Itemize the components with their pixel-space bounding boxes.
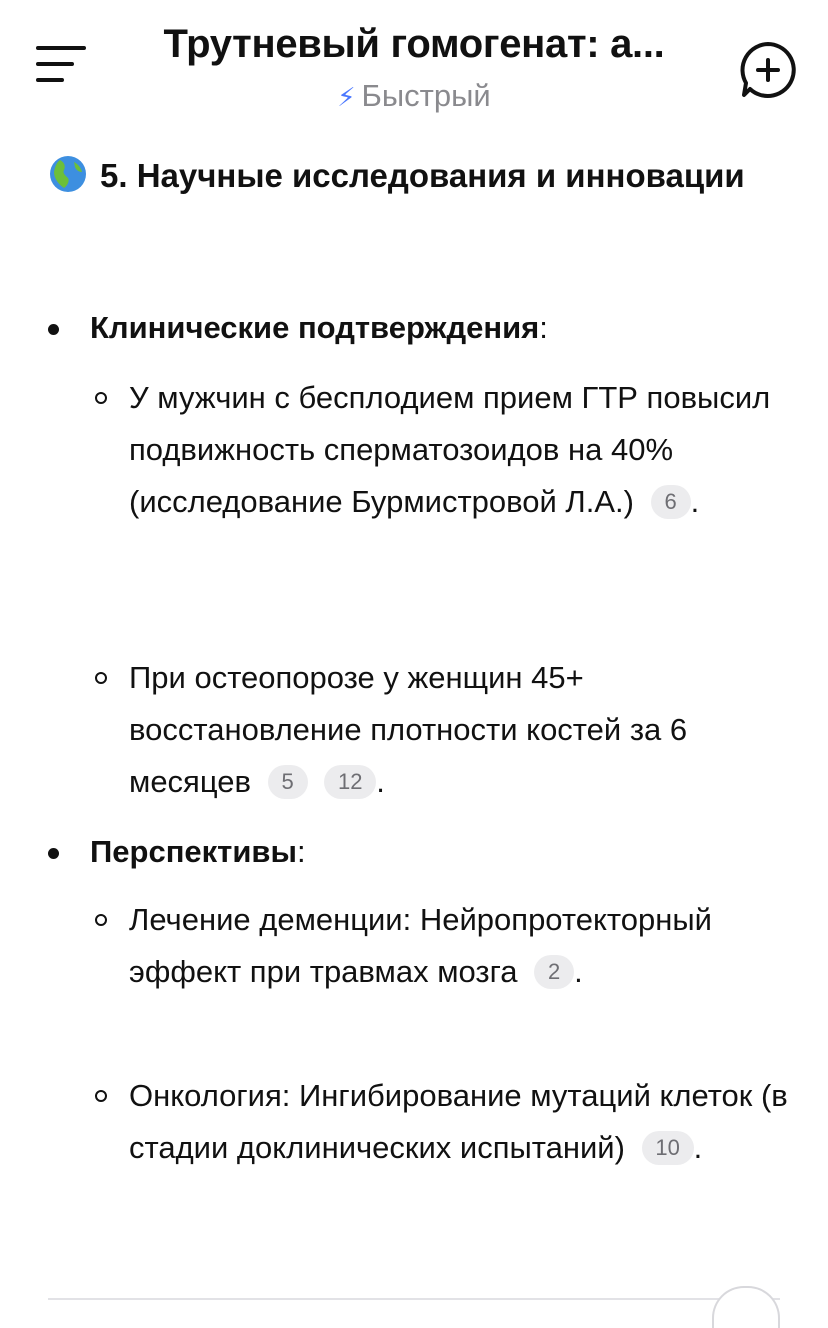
bullet-suffix: : xyxy=(539,310,548,345)
message-content xyxy=(48,150,808,202)
bullet-label: Клинические подтверждения xyxy=(90,310,540,345)
sub-bullet-ring xyxy=(95,1090,107,1102)
sub-bullet-text: При остеопорозе у женщин 45+ восстановление плотности костей за 6 месяцев xyxy=(129,660,688,799)
scroll-down-button[interactable] xyxy=(712,1286,780,1328)
sub-bullet-ring xyxy=(95,914,107,926)
bullet-dot xyxy=(48,324,59,335)
citation-badge[interactable]: 6 xyxy=(651,485,691,519)
section-heading xyxy=(48,150,808,202)
bullet-dot xyxy=(48,848,59,859)
sub-bullet-ring xyxy=(95,672,107,684)
mode-label: Быстрый xyxy=(361,78,491,113)
menu-icon xyxy=(30,40,90,90)
menu-button[interactable] xyxy=(30,40,90,90)
sub-bullet-ring xyxy=(95,392,107,404)
sentence-end: . xyxy=(690,484,700,519)
citation-badge[interactable]: 10 xyxy=(642,1131,694,1165)
globe-emoji-icon xyxy=(48,154,88,194)
sentence-end: . xyxy=(693,1130,703,1165)
citation-badge[interactable]: 5 xyxy=(268,765,308,799)
citation-badge[interactable]: 2 xyxy=(534,955,574,989)
sub-bullet-text: Онкология: Ингибирование мутаций клеток (в стадии доклинических испытаний) xyxy=(129,1078,788,1165)
mode-selector[interactable] xyxy=(214,78,614,114)
bullet-suffix: : xyxy=(296,834,306,869)
sentence-end: . xyxy=(376,764,385,799)
divider xyxy=(48,1298,780,1300)
new-chat-button[interactable] xyxy=(736,38,800,102)
chat-header xyxy=(0,0,828,130)
sub-bullet-text: У мужчин с бесплодием прием ГТР повысил подвижность сперматозоидов на 40% (исследование Бурмистровой Л.А.) xyxy=(129,380,771,519)
bullet-label: Перспективы xyxy=(90,834,297,869)
new-chat-plus-icon xyxy=(736,38,800,102)
sub-bullet-text: Лечение деменции: Нейропротекторный эффект при травмах мозга xyxy=(129,902,712,989)
chat-title[interactable]: Трутневый гомогенат: а... xyxy=(163,22,665,66)
section-title-text: 5. Научные исследования и инновации xyxy=(100,157,745,194)
bolt-icon: ⚡︎ xyxy=(337,82,356,112)
citation-badge[interactable]: 12 xyxy=(324,765,376,799)
sentence-end: . xyxy=(574,954,583,989)
